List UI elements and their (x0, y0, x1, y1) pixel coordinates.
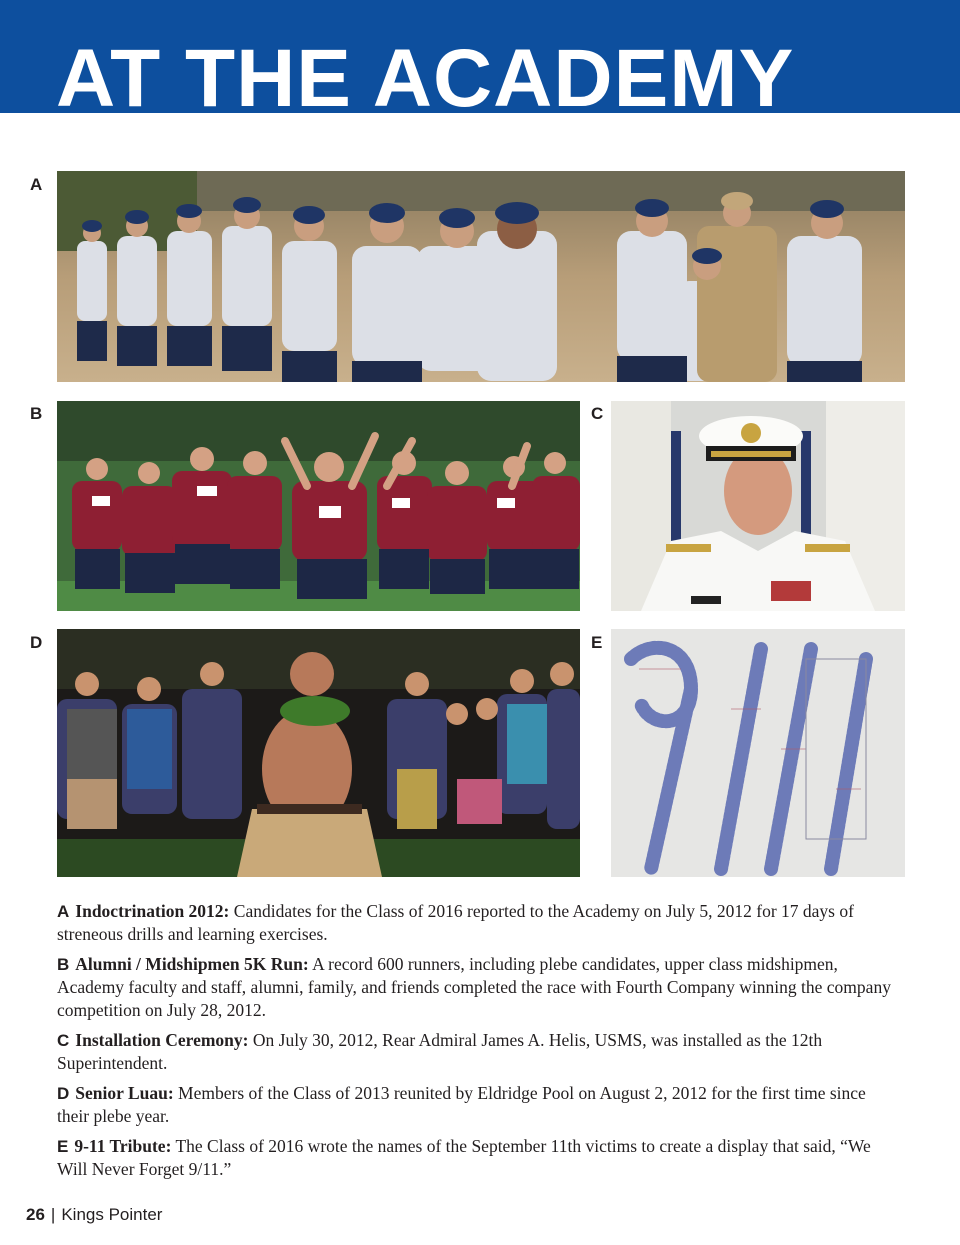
photo-e-letter: E (591, 633, 603, 652)
page-title: AT THE ACADEMY (56, 33, 795, 113)
caption-text: Members of the Class of 2013 reunited by Eldridge Pool on August 2, 2012 for the first time since their plebe year. (57, 1083, 866, 1126)
publication-name: Kings Pointer (61, 1205, 163, 1224)
caption-text: The Class of 2016 wrote the names of the September 11th victims to create a display that said, “We Will Never Forget 9/11.” (57, 1136, 871, 1179)
caption-title: Alumni / Midshipmen 5K Run: (75, 954, 309, 974)
caption-letter: E (57, 1137, 69, 1156)
caption-letter: B (57, 955, 70, 974)
page-footer (26, 1205, 162, 1225)
caption-letter: A (57, 902, 70, 921)
caption-title: 9-11 Tribute: (74, 1136, 172, 1156)
photo-d-letter: D (30, 633, 43, 652)
photo-a-letter: A (30, 175, 43, 194)
caption-title: Installation Ceremony: (75, 1030, 249, 1050)
caption-text: On July 30, 2012, Rear Admiral James A. Helis, USMS, was installed as the 12th Superintendent. (57, 1030, 823, 1073)
caption-d (57, 1082, 897, 1128)
captions (57, 900, 897, 1188)
caption-title: Indoctrination 2012: (75, 901, 230, 921)
photo-b-5k-run (57, 401, 580, 611)
caption-letter: D (57, 1084, 70, 1103)
photo-c-letter: C (591, 404, 604, 423)
photo-b-letter: B (30, 404, 43, 423)
caption-text: Candidates for the Class of 2016 reported to the Academy on July 5, 2012 for 17 days of streneous drills and learning exercises. (57, 901, 854, 944)
photo-a-indoctrination (57, 171, 905, 382)
header-banner (0, 0, 960, 113)
caption-a (57, 900, 897, 946)
caption-title: Senior Luau: (75, 1083, 174, 1103)
caption-text: A record 600 runners, including plebe candidates, upper class midshipmen, Academy faculty and staff, alumni, family, and friends completed the race with Fourth Company winning the company competition on July 28, 2012. (57, 954, 891, 1020)
caption-b (57, 953, 897, 1022)
caption-letter: C (57, 1031, 70, 1050)
page-number: 26 (26, 1205, 45, 1224)
photo-e-911-tribute (611, 629, 905, 877)
footer-separator: | (50, 1205, 56, 1224)
photo-c-installation (611, 401, 905, 611)
photo-d-luau (57, 629, 580, 877)
caption-e (57, 1135, 897, 1181)
caption-c (57, 1029, 897, 1075)
